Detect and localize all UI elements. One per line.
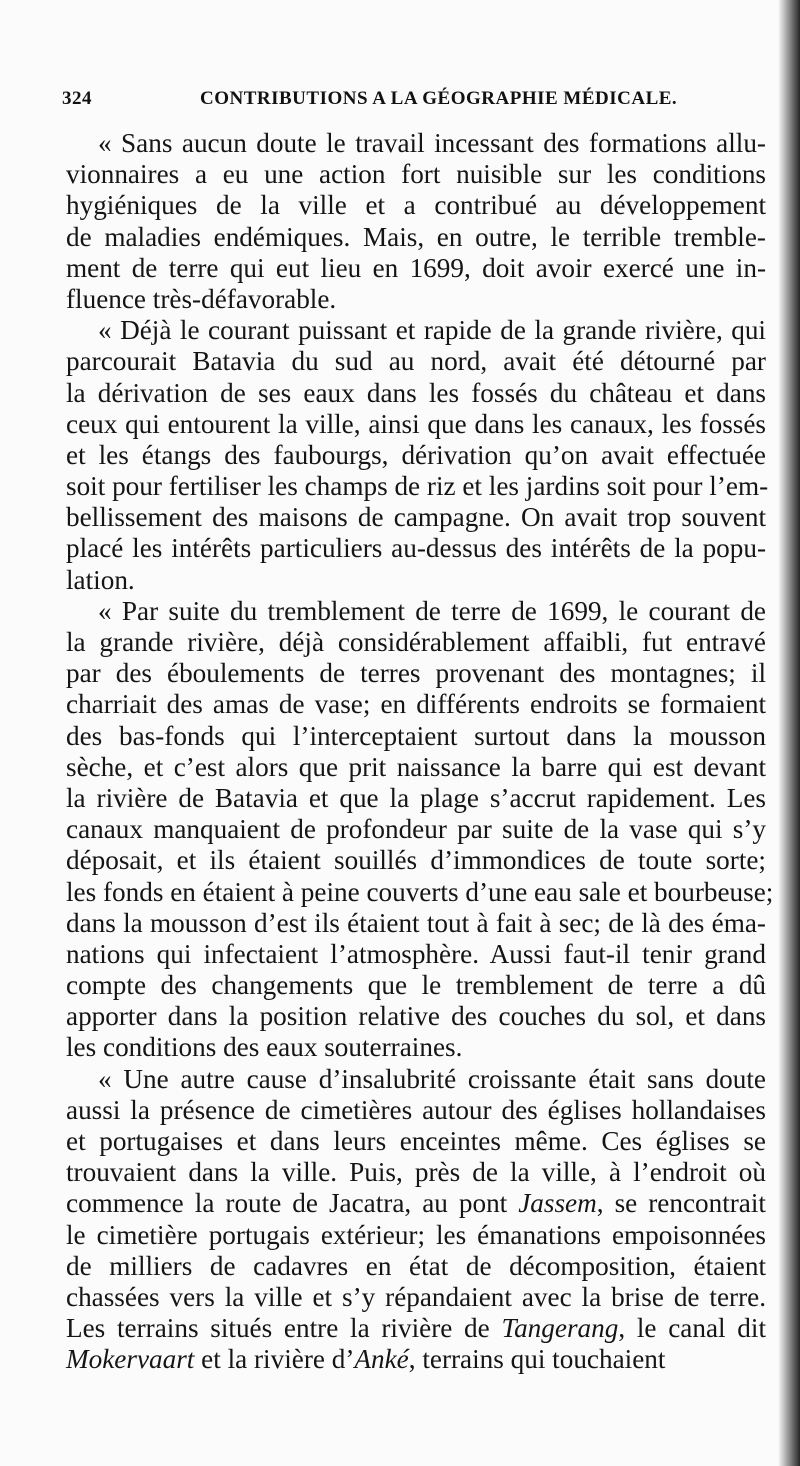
text-fragment: et la rivière d’: [194, 1344, 355, 1375]
text-line: fluence très-défavorable.: [66, 283, 337, 314]
text-line: et les étangs des faubourgs, dérivation qu’on avait effectuée: [66, 439, 766, 470]
text-line: le cimetière portugais extérieur; les émanations empoisonnées: [66, 1219, 766, 1250]
paragraph-4: [66, 1064, 766, 1376]
text-line: les conditions des eaux souterraines.: [66, 1032, 463, 1063]
text-line: de maladies endémiques. Mais, en outre, le terrible tremble-: [66, 221, 766, 252]
italic-place-name: Mokervaart: [66, 1344, 195, 1375]
text-line: vionnaires a eu une action fort nuisible sur les conditions: [66, 159, 766, 190]
text-line: lation.: [66, 564, 135, 595]
paragraph-1: [66, 128, 766, 315]
text-line: sèche, et c’est alors que prit naissance la barre qui est devant: [66, 751, 766, 782]
text-fragment: Les terrains situés entre la rivière de: [66, 1313, 502, 1344]
text-line: des bas-fonds qui l’interceptaient surtout dans la mousson: [66, 720, 766, 751]
text-line: par des éboulements de terres provenant des montagnes; il: [66, 658, 766, 689]
text-line: « Déjà le courant puissant et rapide de la grande rivière, qui: [98, 315, 766, 346]
text-line: les fonds en étaient à peine couverts d’une eau sale et bourbeuse;: [66, 876, 774, 907]
text-line: ceux qui entourent la ville, ainsi que dans les canaux, les fossés: [66, 408, 766, 439]
text-fragment: , le canal dit: [618, 1313, 767, 1344]
page-number: 324: [62, 88, 92, 109]
text-line: la rivière de Batavia et que la plage s’accrut rapidement. Les: [66, 782, 766, 813]
italic-place-name: Anké: [354, 1344, 409, 1375]
text-fragment: , terrains qui touchaient: [408, 1344, 666, 1375]
text-line: ment de terre qui eut lieu en 1699, doit avoir exercé une in-: [66, 252, 766, 283]
text-line: « Une autre cause d’insalubrité croissante était sans doute: [98, 1063, 766, 1094]
text-line: bellissement des maisons de campagne. On avait trop souvent: [66, 502, 766, 533]
text-line: « Par suite du tremblement de terre de 1699, le courant de: [98, 595, 766, 626]
text-line: compte des changements que le tremblement de terre a dû: [66, 970, 766, 1001]
text-line: « Sans aucun doute le travail incessant des formations allu-: [98, 128, 766, 158]
text-line: charriait des amas de vase; en différents endroits se formaient: [66, 689, 766, 720]
body-text: [66, 128, 774, 1376]
text-line: la grande rivière, déjà considérablement affaibli, fut entravé: [66, 627, 766, 657]
text-line: trouvaient dans la ville. Puis, près de la ville, à l’endroit où: [66, 1157, 766, 1188]
text-line: et portugaises et dans leurs enceintes même. Ces églises se: [66, 1126, 766, 1156]
paragraph-2: [66, 315, 769, 596]
text-line: hygiéniques de la ville et a contribué au développement: [66, 190, 766, 221]
text-line: canaux manquaient de profondeur par suite de la vase qui s’y: [66, 814, 766, 845]
text-line: [66, 1344, 766, 1375]
text-line: apporter dans la position relative des couches du sol, et dans: [66, 1001, 766, 1032]
text-line: [66, 1313, 766, 1344]
italic-place-name: Tangerang: [501, 1313, 619, 1344]
text-line: placé les intérêts particuliers au-dessus des intérêts de la popu-: [66, 533, 766, 564]
text-line: dans la mousson d’est ils étaient tout à fait à sec; de là des éma-: [66, 907, 766, 938]
text-line: de milliers de cadavres en état de décomposition, étaient: [66, 1250, 766, 1281]
paragraph-3: [66, 595, 774, 1064]
text-fragment: commence la route de Jacatra, au pont: [66, 1188, 519, 1219]
text-line: nations qui infectaient l’atmosphère. Aussi faut-il tenir grand: [66, 938, 766, 969]
page-edge-shadow: [778, 0, 800, 1466]
text-line: la dérivation de ses eaux dans les fossés du château et dans: [66, 377, 766, 408]
running-title: CONTRIBUTIONS A LA GÉOGRAPHIE MÉDICALE.: [200, 88, 678, 109]
text-line: aussi la présence de cimetières autour des églises hollandaises: [66, 1094, 766, 1125]
text-line: [66, 1188, 766, 1219]
page-header: [62, 88, 752, 118]
text-line: déposait, et ils étaient souillés d’immondices de toute sorte;: [66, 845, 766, 876]
italic-place-name: Jassem: [518, 1188, 597, 1219]
text-fragment: , se rencontrait: [596, 1188, 766, 1219]
text-line: chassées vers la ville et s’y répandaient avec la brise de terre.: [66, 1281, 766, 1312]
text-line: soit pour fertiliser les champs de riz et les jardins soit pour l’em-: [66, 471, 769, 502]
text-line: parcourait Batavia du sud au nord, avait été détourné par: [66, 346, 766, 377]
